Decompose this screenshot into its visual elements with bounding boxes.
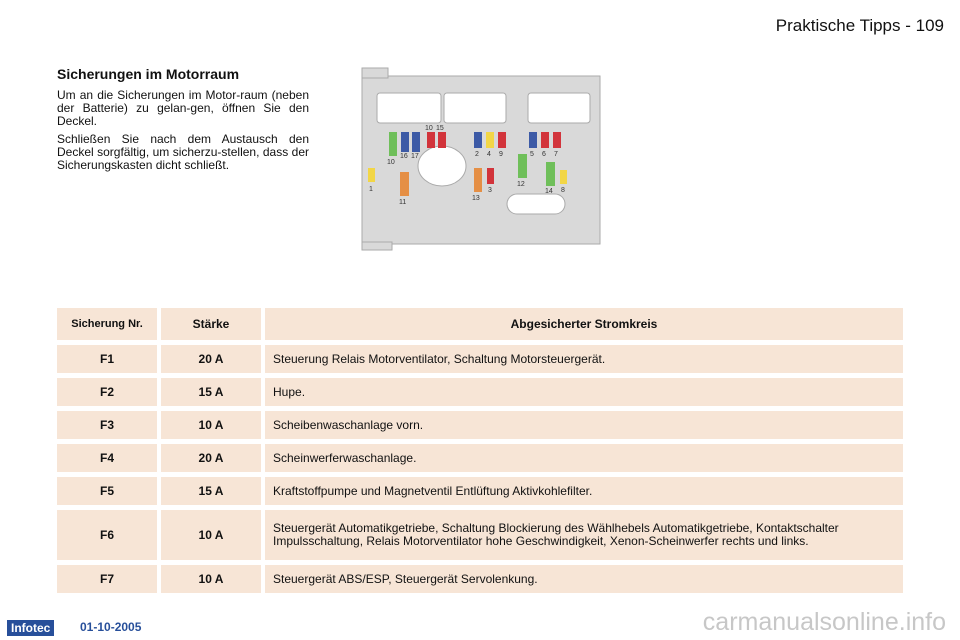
- fuse-nr: F4: [57, 444, 157, 472]
- cable-hole-1: [418, 146, 466, 186]
- fuse-strength: 10 A: [161, 411, 261, 439]
- fuse-strength: 20 A: [161, 345, 261, 373]
- fuse-nr: F5: [57, 477, 157, 505]
- fuse-14: [546, 162, 555, 186]
- fuse-strength: 15 A: [161, 378, 261, 406]
- fuse-box-diagram: [357, 66, 605, 252]
- fuse-label: 7: [554, 151, 558, 158]
- fuse-circuit: Scheibenwaschanlage vorn.: [265, 411, 903, 439]
- fuse-15: [438, 132, 446, 148]
- fuse-circuit: Scheinwerferwaschanlage.: [265, 444, 903, 472]
- fuse-circuit: Steuergerät ABS/ESP, Steuergerät Servolenkung.: [265, 565, 903, 593]
- fuse-label: 16: [400, 153, 408, 160]
- relay-slot-1: [377, 93, 441, 123]
- fuse-7: [553, 132, 561, 148]
- fuse-label: 3: [488, 187, 492, 194]
- fuse-box-tab: [362, 68, 388, 78]
- fuse-2: [474, 132, 482, 148]
- fuse-circuit: Steuergerät Automatikgetriebe, Schaltung Blockierung des Wählhebels Automatikgetriebe, Kontaktschalter Impulsschaltung, Relais Motorventilator hohe Geschwindigkeit, Xenon-Scheinwerfer rechts und links.: [265, 510, 903, 560]
- fuse-16: [401, 132, 409, 152]
- fuse-13: [474, 168, 482, 192]
- fuse-17: [412, 132, 420, 152]
- relay-slot-2: [444, 93, 506, 123]
- fuse-label: 5: [530, 151, 534, 158]
- fuse-5: [529, 132, 537, 148]
- table-row: [57, 345, 903, 373]
- fuse-label: 12: [517, 181, 525, 188]
- table-row: [57, 565, 903, 593]
- fuse-label: 1: [369, 186, 373, 193]
- fuse-3: [487, 168, 494, 184]
- column-header-circuit: Abgesicherter Stromkreis: [265, 308, 903, 340]
- fuse-label: 4: [487, 151, 491, 158]
- fuse-label: 13: [472, 195, 480, 202]
- fuse-9: [498, 132, 506, 148]
- fuse-strength: 15 A: [161, 477, 261, 505]
- table-header-row: [57, 308, 903, 340]
- fuse-strength: 10 A: [161, 510, 261, 560]
- intro-paragraph-2: Schließen Sie nach dem Austausch den Deckel sorgfältig, um sicherzu-stellen, dass der Sicherungskasten dicht schließt.: [57, 132, 309, 172]
- fuse-label: 11: [399, 199, 407, 206]
- intro-text: [57, 89, 309, 177]
- fuse-label: 10: [387, 159, 395, 166]
- fuse-circuit: Kraftstoffpumpe und Magnetventil Entlüftung Aktivkohlefilter.: [265, 477, 903, 505]
- fuse-box-foot: [362, 242, 392, 250]
- column-header-nr: Sicherung Nr.: [57, 308, 157, 340]
- fuse-label: 9: [499, 151, 503, 158]
- column-header-strength: Stärke: [161, 308, 261, 340]
- relay-slot-3: [528, 93, 590, 123]
- intro-paragraph-1: Um an die Sicherungen im Motor-raum (neben der Batterie) zu gelan-gen, öffnen Sie den Deckel.: [57, 88, 309, 128]
- footer-date: 01-10-2005: [80, 620, 142, 634]
- fuse-11: [400, 172, 409, 196]
- fuse-strength: 20 A: [161, 444, 261, 472]
- fuse-label: 2: [475, 151, 479, 158]
- section-title: Sicherungen im Motorraum: [57, 66, 240, 82]
- fuse-8: [560, 170, 567, 184]
- fuse-nr: F1: [57, 345, 157, 373]
- fuse-circuit: Hupe.: [265, 378, 903, 406]
- fuse-nr: F7: [57, 565, 157, 593]
- fuse-10: [389, 132, 397, 156]
- fuse-label: 8: [561, 187, 565, 194]
- fuse-6: [541, 132, 549, 148]
- fuse-nr: F2: [57, 378, 157, 406]
- fuse-12: [518, 154, 527, 178]
- fuse-circuit: Steuerung Relais Motorventilator, Schaltung Motorsteuergerät.: [265, 345, 903, 373]
- table-row: [57, 411, 903, 439]
- fuse-label: 6: [542, 151, 546, 158]
- fuse-strength: 10 A: [161, 565, 261, 593]
- fuse-nr: F3: [57, 411, 157, 439]
- page-title: Praktische Tipps - 109: [775, 16, 944, 35]
- table-row: [57, 444, 903, 472]
- table-row: [57, 378, 903, 406]
- table-row: [57, 477, 903, 505]
- fuse-table: [57, 308, 903, 598]
- watermark: carmanualsonline.info: [702, 608, 946, 636]
- fuse-nr: F6: [57, 510, 157, 560]
- cable-hole-2: [507, 194, 565, 214]
- fuse-label: 10: [425, 125, 433, 132]
- table-row: [57, 510, 903, 560]
- fuse-4: [486, 132, 494, 148]
- infotec-logo: Infotec: [7, 620, 54, 636]
- fuse-label: 15: [436, 125, 444, 132]
- fuse-10b: [427, 132, 435, 148]
- fuse-1: [368, 168, 375, 182]
- fuse-label: 17: [411, 153, 419, 160]
- fuse-label: 14: [545, 188, 553, 195]
